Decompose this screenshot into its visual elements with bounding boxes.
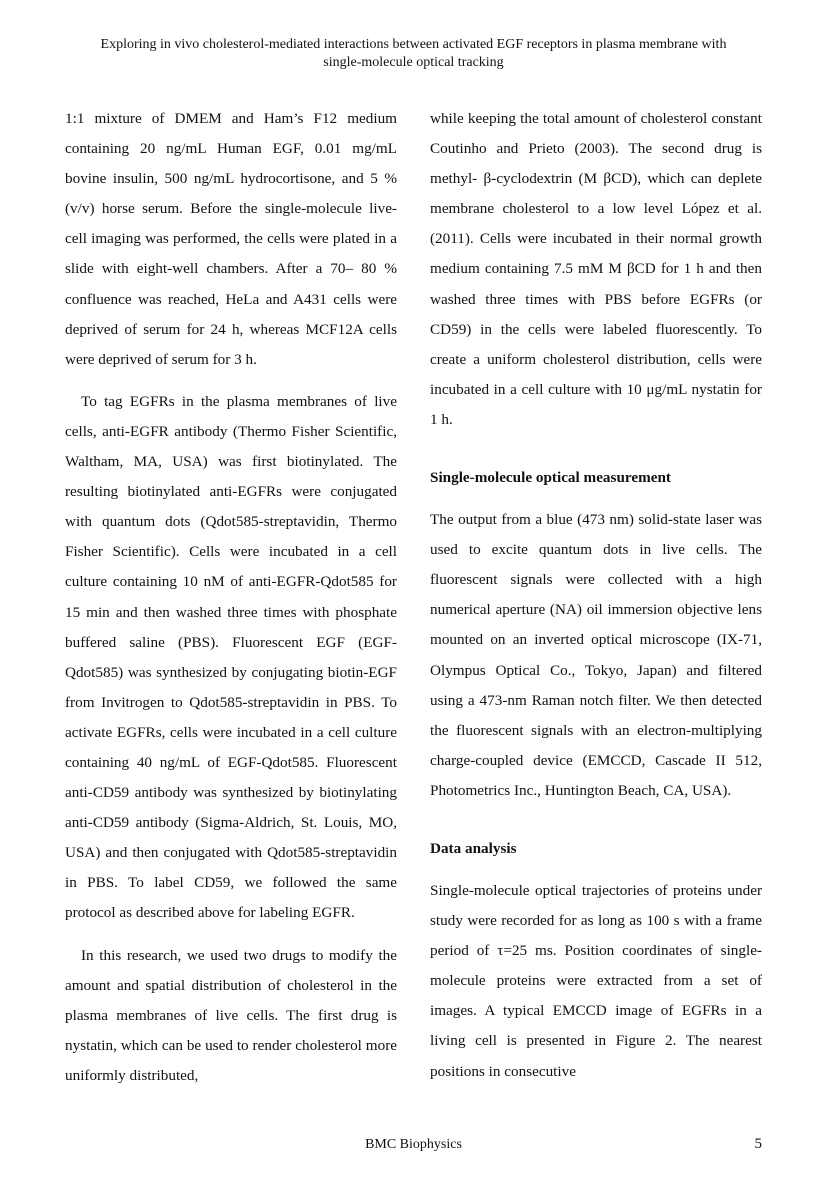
running-title-line-1: Exploring in vivo cholesterol-mediated interactions between activated EGF receptors in plasma membrane with [100, 37, 727, 52]
running-title-line-2: single-molecule optical tracking [323, 55, 504, 70]
paragraph-optical-measurement: The output from a blue (473 nm) solid-state laser was used to excite quantum dots in live cells. The fluorescent signals were collected with a high numerical aperture (NA) oil immersion objective lens mounted on an inverted optical microscope (IX-71, Olympus Optical Co., Tokyo, Japan) and filtered using a 473-nm Raman notch filter. We then detected the fluorescent signals with an electron-multiplying charge-coupled device (EMCCD, Cascade II 512, Photometrics Inc., Huntington Beach, CA, USA). [430, 511, 762, 799]
paragraph-cell-culture: 1:1 mixture of DMEM and Ham’s F12 medium containing 20 ng/mL Human EGF, 0.01 mg/mL bovine insulin, 500 ng/mL hydrocortisone, and 5 %(v/v) horse serum. Before the single-molecule live-cell imaging was performed, the cells were plated in a slide with eight-well chambers. After a 70– 80 % confluence was reached, HeLa and A431 cells were deprived of serum for 24 h, whereas MCF12A cells were deprived of serum for 3 h. [65, 110, 397, 368]
running-header [60, 36, 767, 72]
paragraph-egfr-tagging: To tag EGFRs in the plasma membranes of live cells, anti-EGFR antibody (Thermo Fisher Scientific, Waltham, MA, USA) was first biotinylated. The resulting biotinylated anti-EGFRs were conjugated with quantum dots (Qdot585-streptavidin, Thermo Fisher Scientific). Cells were incubated in a cell culture containing 10 nM of anti-EGFR-Qdot585 for 15 min and then washed three times with phosphate buffered saline (PBS). Fluorescent EGF (EGF-Qdot585) was synthesized by conjugating biotin-EGF from Invitrogen to Qdot585-streptavidin in PBS. To activate EGFRs, cells were incubated in a cell culture containing 40 ng/mL of EGF-Qdot585. Fluorescent anti-CD59 antibody was synthesized by biotinylating anti-CD59 antibody (Sigma-Aldrich, St. Louis, MO, USA) and then conjugated with Qdot585-streptavidin in PBS. To label CD59, we followed the same protocol as described above for labeling EGFR. [65, 392, 397, 922]
left-column [65, 104, 397, 1091]
paragraph-drugs-continued: while keeping the total amount of cholesterol constant Coutinho and Prieto (2003). The second drug is methyl- β-cyclodextrin (M βCD), which can deplete membrane cholesterol to a low level López et al. (2011). Cells were incubated in their normal growth medium containing 7.5 mM M βCD for 1 h and then washed three times with PBS before EGFRs (or CD59) in the cells were labeled fluorescently. To create a uniform cholesterol distribution, cells were incubated in a cell culture with 10 μg/mL nystatin for 1 h. [430, 110, 762, 428]
page-number: 5 [754, 1136, 762, 1152]
section-heading-optical-measurement: Single-molecule optical measurement [430, 469, 671, 487]
paragraph-drugs: In this research, we used two drugs to modify the amount and spatial distribution of cholesterol in the plasma membranes of live cells. The first drug is nystatin, which can be used to render cholesterol more uniformly distributed, [65, 946, 397, 1084]
right-column [430, 104, 762, 1087]
paragraph-data-analysis: Single-molecule optical trajectories of proteins under study were recorded for as long as 100 s with a frame period of τ=25 ms. Position coordinates of single-molecule proteins were extracted from a set of images. A typical EMCCD image of EGFRs in a living cell is presented in Figure 2. The nearest positions in consecutive [430, 881, 762, 1080]
footer-journal-name: BMC Biophysics [365, 1137, 462, 1152]
section-heading-data-analysis: Data analysis [430, 839, 517, 857]
